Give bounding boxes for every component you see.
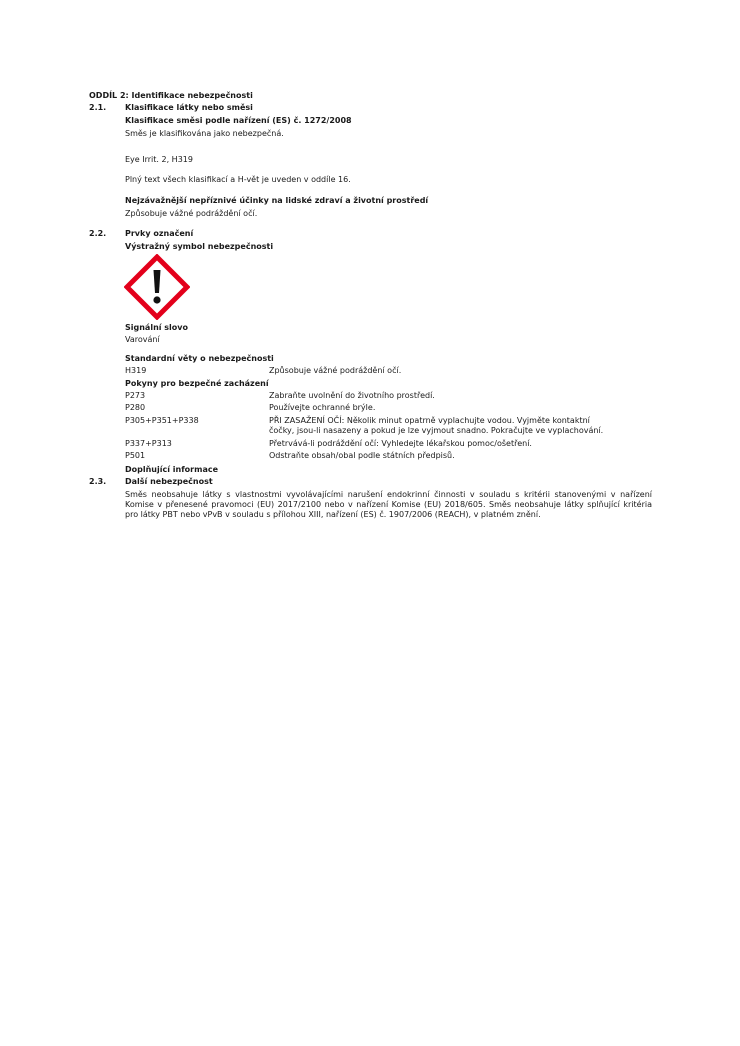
precaution-text: PŘI ZASAŽENÍ OČÍ: Několik minut opatrně vyplachujte vodou. Vyjměte kontaktní [269, 416, 590, 425]
hazard-symbol-heading: Výstražný symbol nebezpečnosti [125, 242, 274, 251]
section-2-3-number: 2.3. [89, 477, 107, 486]
adverse-effects-text: Způsobuje vážné podráždění očí. [125, 209, 258, 218]
signal-word-heading: Signální slovo [125, 323, 188, 332]
hazard-text: Způsobuje vážné podráždění očí. [269, 366, 402, 375]
classified-statement: Směs je klasifikována jako nebezpečná. [125, 129, 284, 138]
section-2-2-number: 2.2. [89, 229, 107, 238]
precaution-text: Zabraňte uvolnění do životního prostředí. [269, 391, 435, 400]
precaution-text: Používejte ochranné brýle. [269, 403, 376, 412]
section-title: ODDÍL 2: Identifikace nebezpečnosti [89, 91, 253, 100]
precaution-text-continued: čočky, jsou-li nasazeny a pokud je lze vyjmout snadno. Pokračujte ve vyplachování. [269, 426, 604, 435]
precaution-code: P273 [125, 391, 146, 400]
hazard-code: H319 [125, 366, 147, 375]
supplementary-info-heading: Doplňující informace [125, 465, 219, 474]
ghs07-exclamation-icon [124, 254, 190, 320]
precaution-code: P337+P313 [125, 439, 172, 448]
precaution-text: Odstraňte obsah/obal podle státních předpisů. [269, 451, 455, 460]
precaution-code: P501 [125, 451, 146, 460]
precaution-text: Přetrvává-li podráždění očí: Vyhledejte lékařskou pomoc/ošetření. [269, 439, 532, 448]
classification-regulation-heading: Klasifikace směsi podle nařízení (ES) č. 1272/2008 [125, 116, 352, 125]
classification-code: Eye Irrit. 2, H319 [125, 155, 193, 164]
precautionary-heading: Pokyny pro bezpečné zacházení [125, 379, 269, 388]
adverse-effects-heading: Nejzávažnější nepříznivé účinky na lidské zdraví a životní prostředí [125, 196, 429, 205]
section-2-1-number: 2.1. [89, 103, 107, 112]
precaution-code: P305+P351+P338 [125, 416, 199, 425]
section-2-1-heading: Klasifikace látky nebo směsi [125, 103, 253, 112]
section-2-3-heading: Další nebezpečnost [125, 477, 213, 486]
precaution-code: P280 [125, 403, 146, 412]
hazard-statements-heading: Standardní věty o nebezpečnosti [125, 354, 274, 363]
other-hazards-text: Směs neobsahuje látky s vlastnostmi vyvolávajícími narušení endokrinní činnosti v souladu s kritérii stanovenými v nařízení Komise v přenesené pravomoci (EU) 2017/2100 nebo v nařízení Komise (EU) 2018/605. Směs neobsahuje látky splňující kritéria pro látky PBT nebo vPvB v souladu s přílohou XIII, nařízení (ES) č. 1907/2006 (REACH), v platném znění. [125, 490, 652, 519]
signal-word: Varování [125, 335, 160, 344]
fulltext-note: Plný text všech klasifikací a H-vět je uveden v oddíle 16. [125, 175, 351, 184]
section-2-2-heading: Prvky označení [125, 229, 194, 238]
